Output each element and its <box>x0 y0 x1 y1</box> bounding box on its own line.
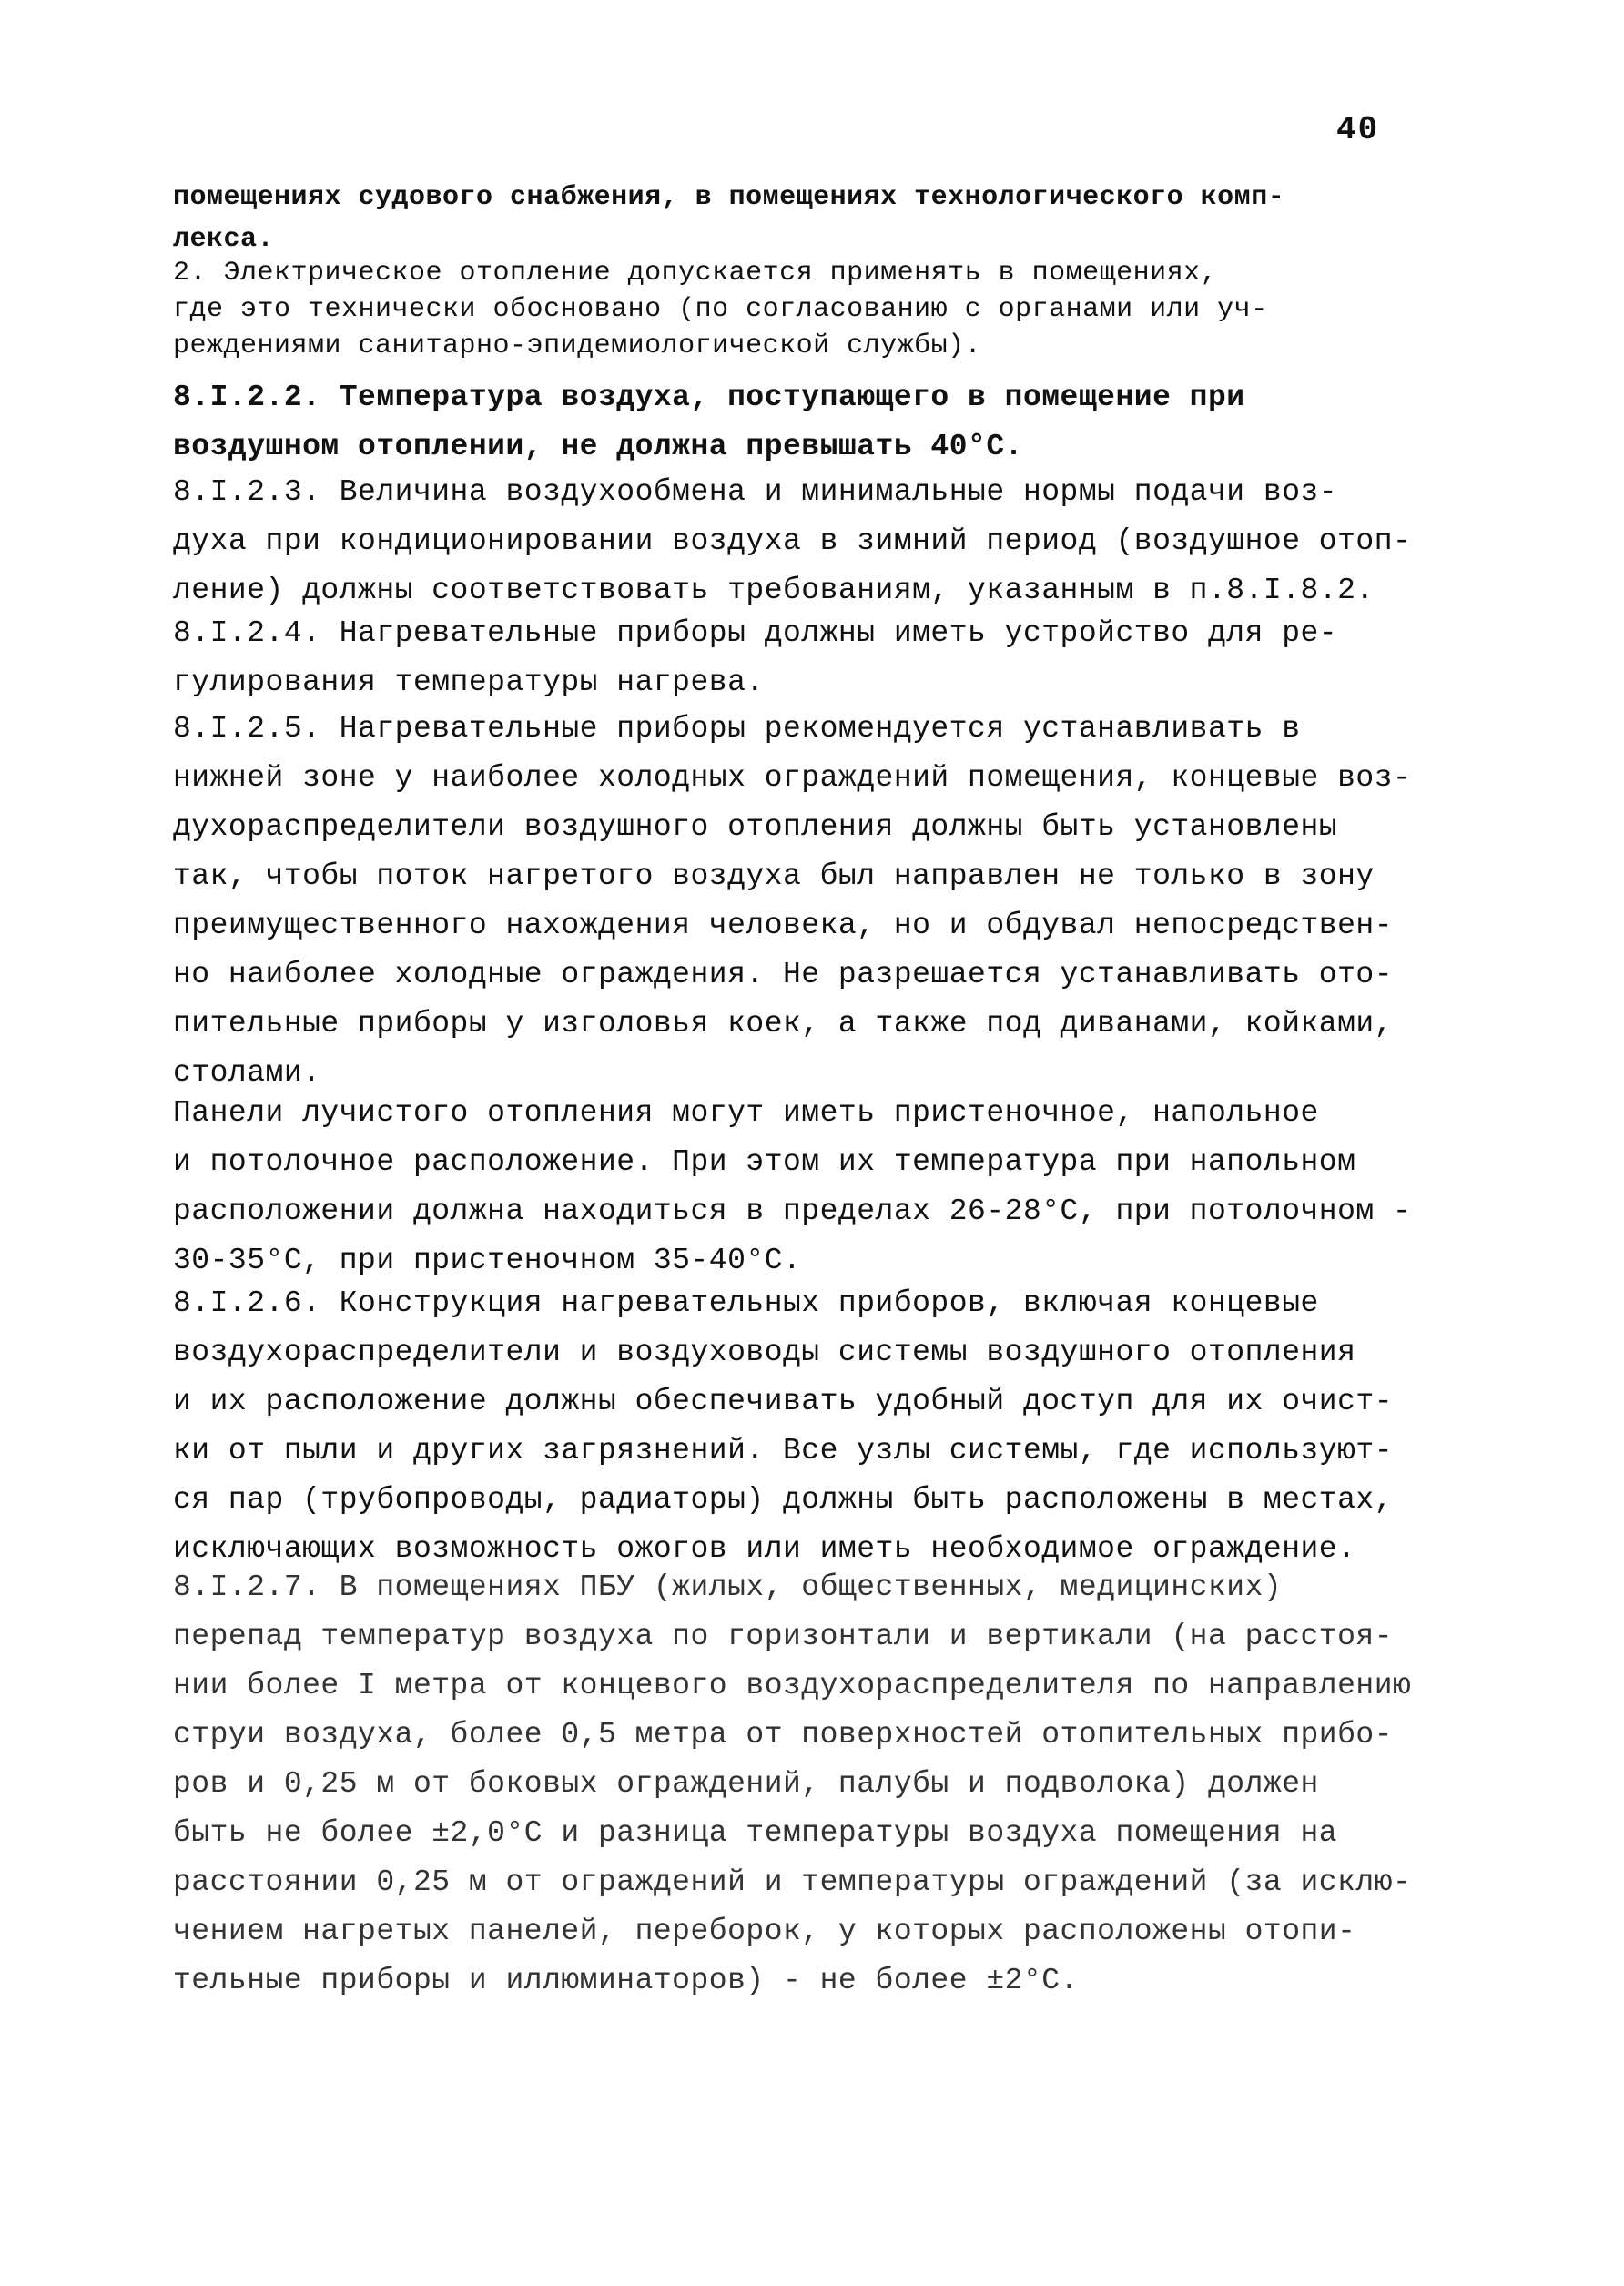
paragraph-8-1-2-5: 8.I.2.5. Нагревательные приборы рекомендуется устанавливать в нижней зоне у наиболее холодных ограждений помещения, концевые воз- духораспределители воздушного отопления должны быть установлены так, чтобы поток нагретого воздуха был направлен не только в зону преимущественного нахождения человека, но и обдувал непосредствен- но наиболее холодные ограждения. Не разрешается устанавливать ото- пительные приборы у изголовья коек, а также под диванами, койками, столами. <box>173 712 1412 1090</box>
paragraph-8-1-2-6: 8.I.2.6. Конструкция нагревательных приборов, включая концевые воздухораспределители и воздуховоды системы воздушного отопления и их расположение должны обеспечивать удобный доступ для их очист- ки от пыли и других загрязнений. Все узлы системы, где используют- ся пар (трубопроводы, радиаторы) должны быть расположены в местах, исключающих возможность ожогов или иметь необходимое ограждение. <box>173 1286 1394 1566</box>
paragraph-8-1-2-3: 8.I.2.3. Величина воздухообмена и минимальные нормы подачи воз- духа при кондиционировании воздуха в зимний период (воздушное отоп- ление) должны соответствовать требованиям, указанным в п.8.I.8.2. <box>173 475 1412 607</box>
paragraph-continuation: помещениях судового снабжения, в помещениях технологического комп- лекса. <box>173 182 1285 255</box>
page-number: 40 <box>1336 111 1380 148</box>
paragraph-8-1-2-7: 8.I.2.7. В помещениях ПБУ (жилых, общественных, медицинских) перепад температур воздуха по горизонтали и вертикали (на расстоя- нии более I метра от концевого воздухораспределителя по направлению струи воздуха, более 0,5 метра от поверхностей отопительных прибо- ров и 0,25 м от боковых ограждений, палубы и подволока) должен быть не более ±2,0°С и разница температуры воздуха помещения на расстоянии 0,25 м от ограждений и температуры ограждений (за исклю- чением нагретых панелей, переборок, у которых расположены отопи- тельные приборы и иллюминаторов) - не более ±2°С. <box>173 1570 1412 1997</box>
paragraph-radiant-panels: Панели лучистого отопления могут иметь пристеночное, напольное и потолочное расположение. При этом их температура при напольном расположении должна находиться в пределах 26-28°С, при потолочном - 30-35°С, при пристеночном 35-40°С. <box>173 1096 1412 1277</box>
paragraph-8-1-2-2: 8.I.2.2. Температура воздуха, поступающего в помещение при воздушном отоплении, не должна превышать 40°С. <box>173 381 1245 463</box>
paragraph-8-1-2-4: 8.I.2.4. Нагревательные приборы должны иметь устройство для ре- гулирования температуры нагрева. <box>173 616 1338 699</box>
paragraph-electric-heating: 2. Электрическое отопление допускается применять в помещениях, где это технически обосновано (по согласованию с органами или уч- реждениями санитарно-эпидемиологической службы). <box>173 258 1268 361</box>
